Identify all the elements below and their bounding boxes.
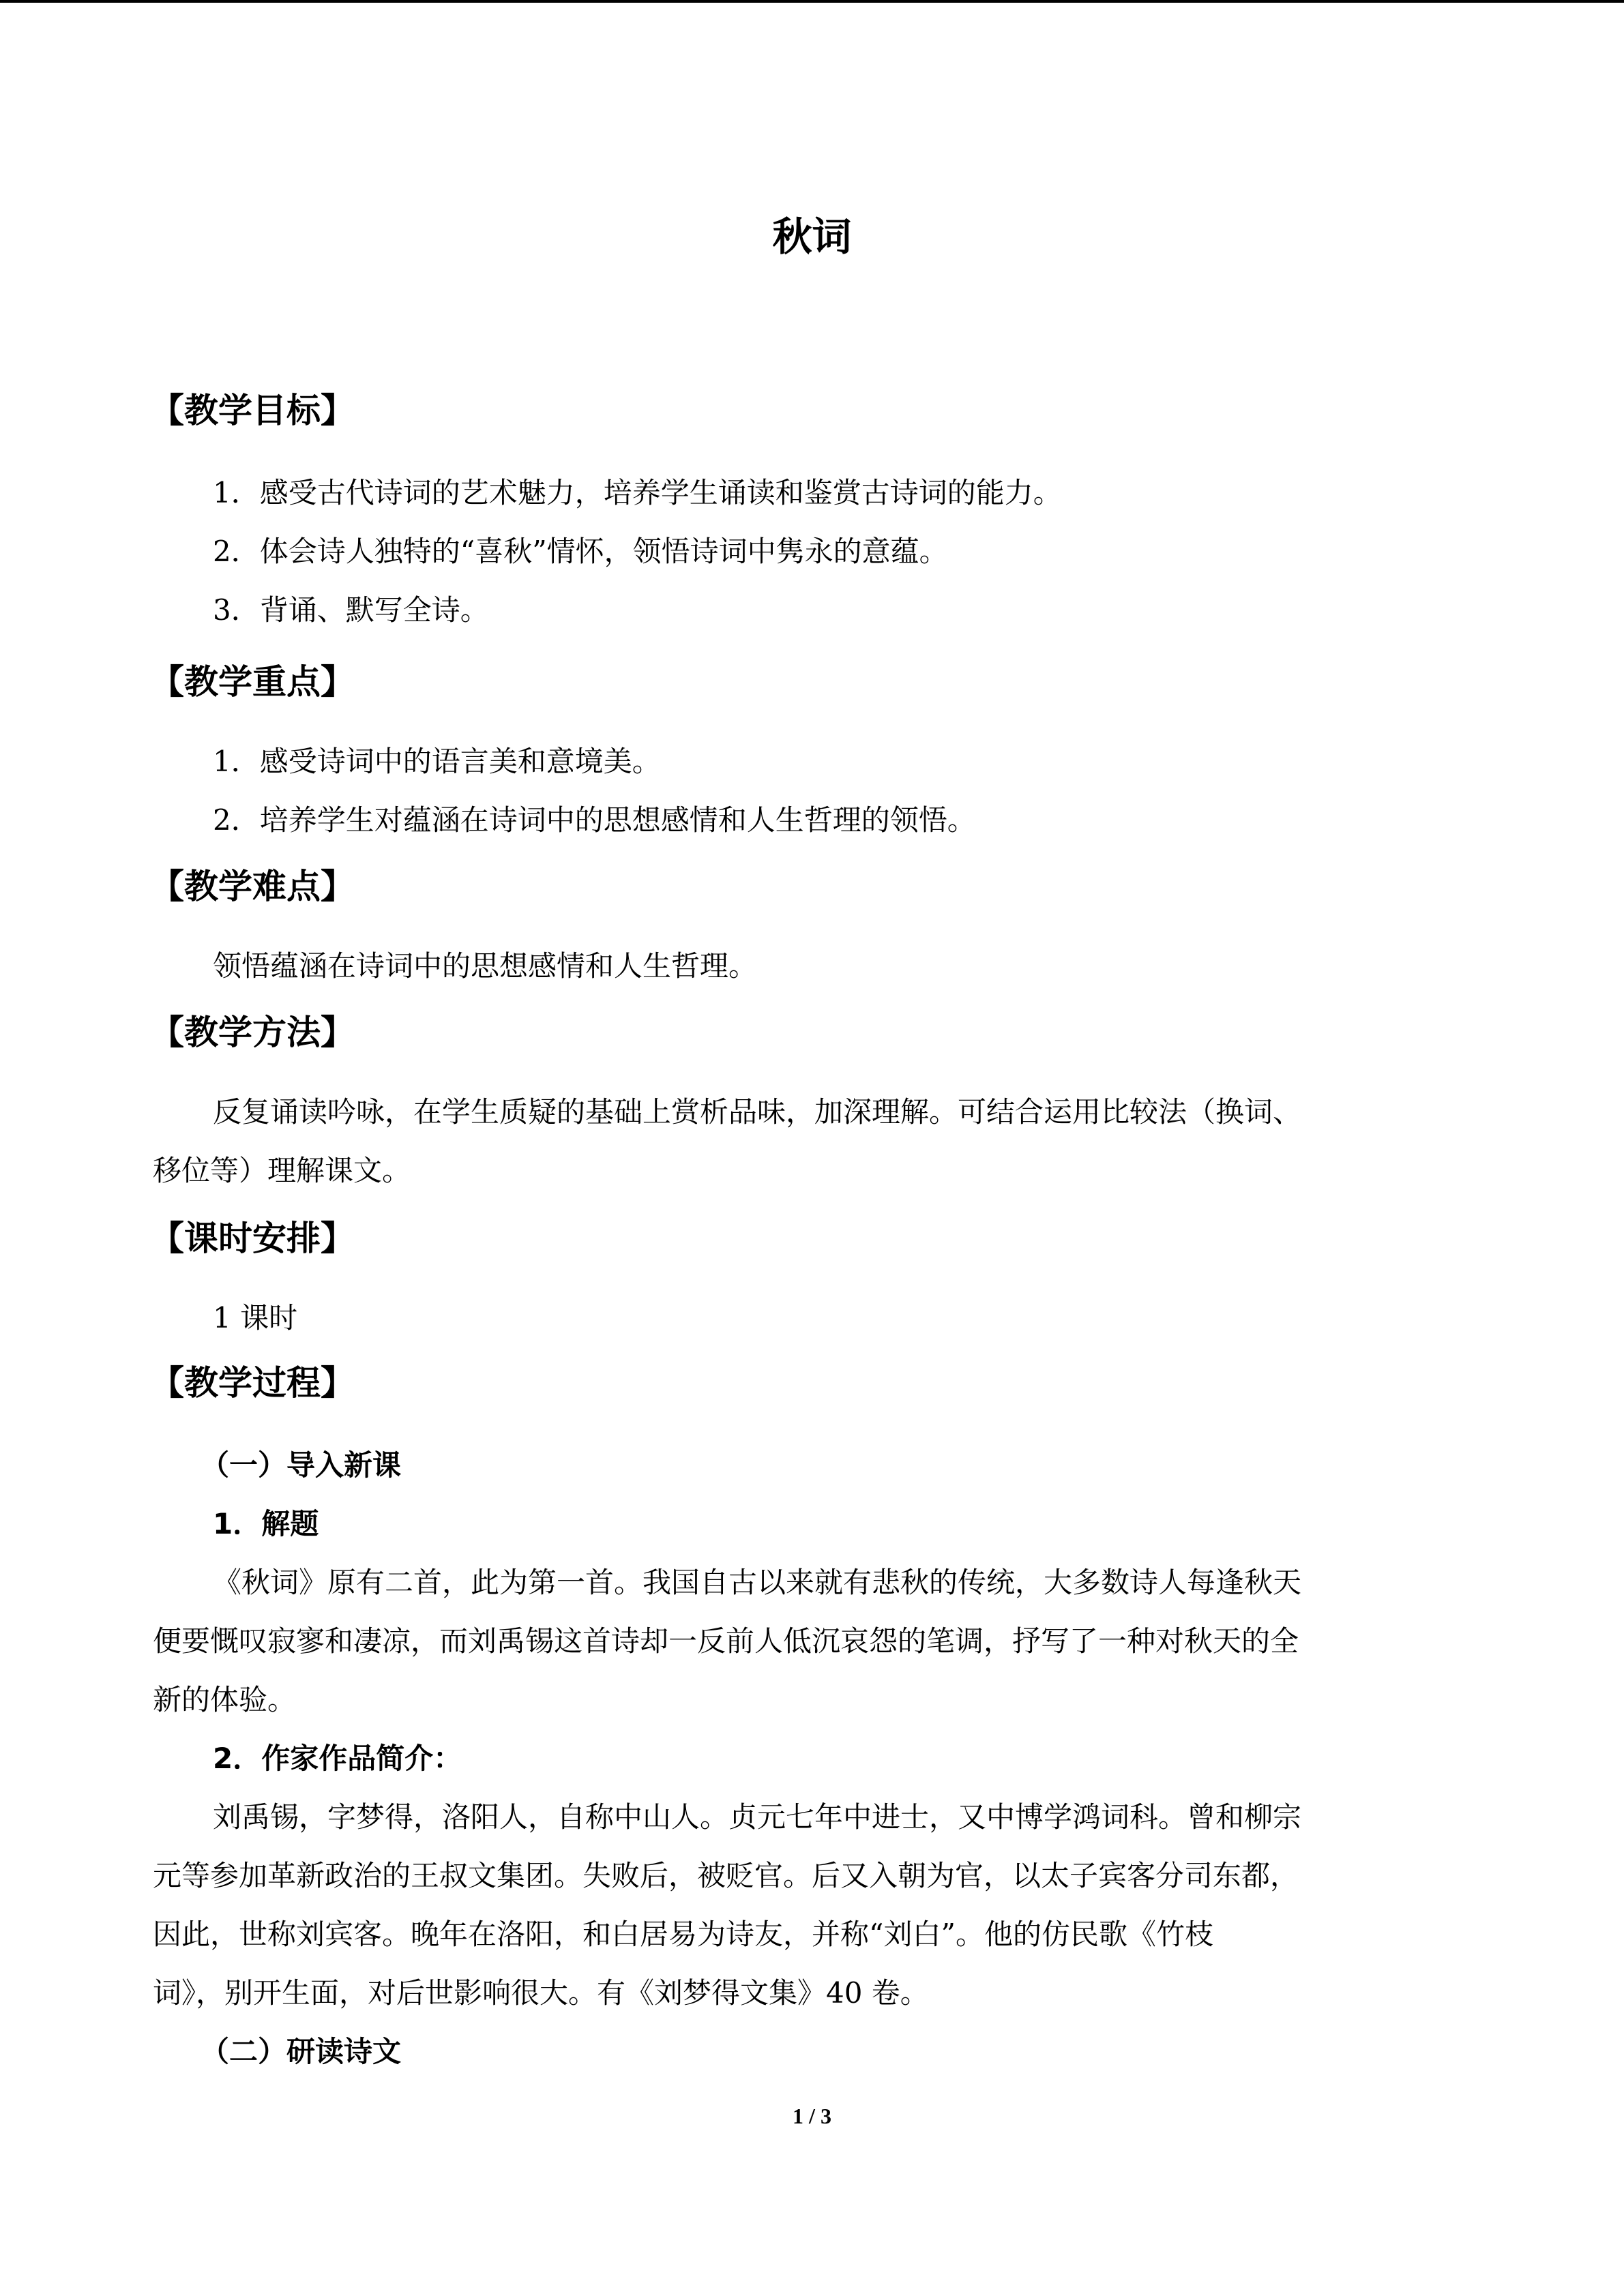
section-objectives — [150, 389, 1469, 432]
section-heading: 【教学过程】 — [150, 1363, 355, 1403]
subsection-title: （二）研读诗文 — [201, 2035, 402, 2068]
section-heading: 【教学目标】 — [150, 391, 355, 430]
key-points-list — [153, 732, 1469, 850]
list-item: 1．感受古代诗词的艺术魅力，培养学生诵读和鉴赏古诗词的能力。 — [213, 476, 1062, 509]
paragraph: 1 课时 — [213, 1301, 298, 1335]
section-difficulties — [150, 865, 1469, 908]
sub-subsection-title: 1．解题 — [213, 1507, 319, 1540]
page-indicator: 1 / 3 — [793, 2104, 831, 2128]
section-heading: 【课时安排】 — [150, 1219, 355, 1258]
sub-subsection-title: 2．作家作品简介： — [213, 1742, 462, 1775]
section-methods — [150, 1011, 1469, 1054]
paragraph-line: 因此，世称刘宾客。晚年在洛阳，和白居易为诗友，并称“刘白”。他的仿民歌《竹枝 — [153, 1918, 1213, 1951]
paragraph-line: 便要慨叹寂寥和凄凉，而刘禹锡这首诗却一反前人低沉哀怨的笔调，抒写了一种对秋天的全 — [153, 1624, 1299, 1658]
paragraph-line: 词》，别开生面，对后世影响很大。有《刘梦得文集》40 卷。 — [153, 1976, 929, 2010]
methods-body — [153, 1083, 1469, 1200]
list-item: 2．体会诗人独特的“喜秋”情怀，领悟诗词中隽永的意蕴。 — [213, 535, 948, 568]
list-item: 3．背诵、默写全诗。 — [213, 593, 489, 627]
schedule-body — [153, 1289, 1469, 1347]
difficulties-body — [153, 937, 1469, 996]
list-item: 1．感受诗词中的语言美和意境美。 — [213, 745, 661, 778]
paragraph-line: 《秋词》原有二首，此为第一首。我国自古以来就有悲秋的传统，大多数诗人每逢秋天 — [213, 1566, 1302, 1599]
section-heading: 【教学难点】 — [150, 867, 355, 906]
paragraph-line: 移位等）理解课文。 — [153, 1154, 411, 1187]
section-heading: 【教学重点】 — [150, 662, 355, 702]
section-heading: 【教学方法】 — [150, 1013, 355, 1052]
objectives-list — [153, 464, 1469, 640]
process-body — [153, 1436, 1469, 2081]
section-process — [150, 1361, 1469, 1405]
paragraph-line: 新的体验。 — [153, 1683, 297, 1716]
paragraph-line: 刘禹锡，字梦得，洛阳人，自称中山人。贞元七年中进士，又中博学鸿词科。曾和柳宗 — [213, 1800, 1302, 1834]
section-schedule — [150, 1217, 1469, 1260]
document-title: 秋词 — [772, 213, 852, 260]
section-key-points — [150, 660, 1469, 704]
paragraph-line: 元等参加革新政治的王叔文集团。失败后，被贬官。后又入朝为官，以太子宾客分司东都， — [153, 1859, 1299, 1892]
subsection-title: （一）导入新课 — [201, 1448, 402, 1482]
paragraph: 领悟蕴涵在诗词中的思想感情和人生哲理。 — [213, 949, 758, 983]
list-item: 2．培养学生对蕴涵在诗词中的思想感情和人生哲理的领悟。 — [213, 803, 976, 837]
paragraph-line: 反复诵读吟咏，在学生质疑的基础上赏析品味，加深理解。可结合运用比较法（换词、 — [213, 1095, 1302, 1129]
